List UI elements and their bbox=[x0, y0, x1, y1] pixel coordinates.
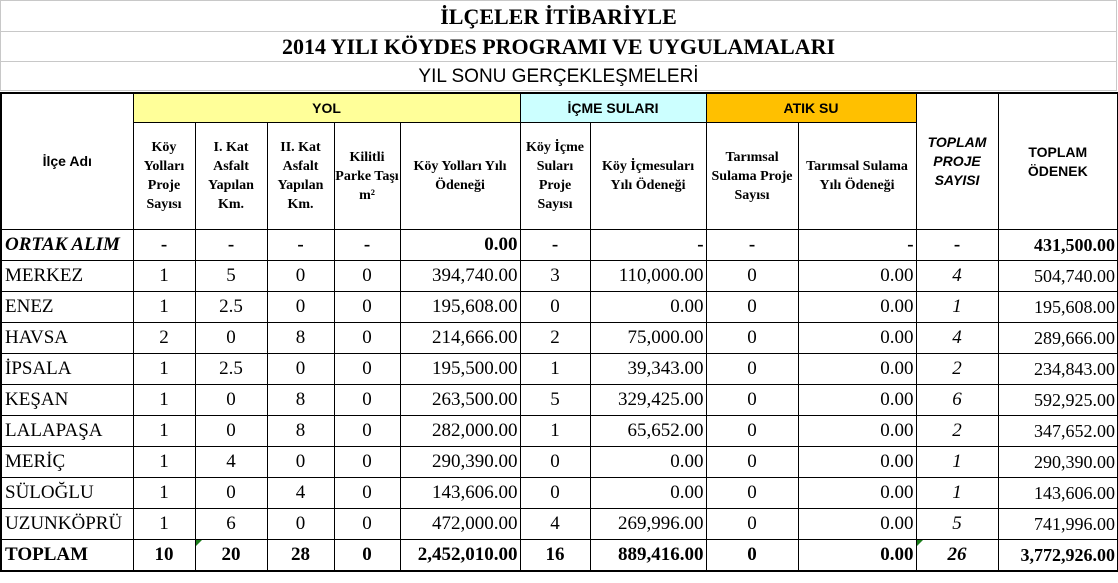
cell-icme-odenek: 75,000.00 bbox=[590, 323, 706, 354]
cell-yol-proje: 1 bbox=[133, 261, 195, 292]
cell-yol-odenek: 263,500.00 bbox=[400, 385, 520, 416]
cell-tar-odenek: 0.00 bbox=[798, 354, 916, 385]
cell-icme-proje: 1 bbox=[520, 354, 590, 385]
group-header-atik: ATIK SU bbox=[706, 93, 916, 123]
cell-yol-odenek: 0.00 bbox=[400, 230, 520, 261]
cell-kilitli: 0 bbox=[334, 540, 400, 572]
cell-name: MERKEZ bbox=[1, 261, 133, 292]
col-header-yol-odenek: Köy Yolları Yılı Ödeneği bbox=[400, 123, 520, 230]
cell-icme-odenek: 0.00 bbox=[590, 292, 706, 323]
cell-name: TOPLAM bbox=[1, 540, 133, 572]
cell-tar-proje: 0 bbox=[706, 385, 798, 416]
cell-kilitli: 0 bbox=[334, 478, 400, 509]
group-header-yol: YOL bbox=[133, 93, 520, 123]
group-header-icme: İÇME SULARI bbox=[520, 93, 706, 123]
cell-icme-odenek: 110,000.00 bbox=[590, 261, 706, 292]
cell-kat1: - bbox=[195, 230, 267, 261]
table-row-merkez bbox=[1, 261, 1118, 292]
cell-name: SÜLOĞLU bbox=[1, 478, 133, 509]
cell-icme-proje: 0 bbox=[520, 447, 590, 478]
col-header-toplam-odenek: TOPLAM ÖDENEK bbox=[998, 93, 1118, 230]
cell-name: MERİÇ bbox=[1, 447, 133, 478]
cell-kilitli: 0 bbox=[334, 354, 400, 385]
cell-kat1: 0 bbox=[195, 478, 267, 509]
cell-icme-proje: 16 bbox=[520, 540, 590, 572]
cell-kat1: 0 bbox=[195, 385, 267, 416]
cell-name: HAVSA bbox=[1, 323, 133, 354]
cell-kat1: 2.5 bbox=[195, 292, 267, 323]
cell-name: ENEZ bbox=[1, 292, 133, 323]
page-title: İLÇELER İTİBARİYLE bbox=[0, 0, 1117, 31]
table-row-ipsala bbox=[1, 354, 1118, 385]
cell-yol-odenek: 2,452,010.00 bbox=[400, 540, 520, 572]
cell-tar-odenek: 0.00 bbox=[798, 261, 916, 292]
col-header-tar-odenek: Tarımsal Sulama Yılı Ödeneği bbox=[798, 123, 916, 230]
cell-kat2: 0 bbox=[267, 354, 334, 385]
cell-kilitli: 0 bbox=[334, 416, 400, 447]
cell-toplam-odenek: 143,606.00 bbox=[998, 478, 1118, 509]
cell-kat2: 0 bbox=[267, 509, 334, 540]
table-row-ortak-alim bbox=[1, 230, 1118, 261]
cell-toplam-odenek: 234,843.00 bbox=[998, 354, 1118, 385]
cell-toplam-odenek: 592,925.00 bbox=[998, 385, 1118, 416]
cell-kilitli: - bbox=[334, 230, 400, 261]
cell-tar-proje: 0 bbox=[706, 447, 798, 478]
col-header-icme-proje: Köy İçme Suları Proje Sayısı bbox=[520, 123, 590, 230]
cell-tar-odenek: 0.00 bbox=[798, 478, 916, 509]
page-subtitle: 2014 YILI KÖYDES PROGRAMI VE UYGULAMALARI bbox=[0, 31, 1117, 61]
page-subtitle-2: YIL SONU GERÇEKLEŞMELERİ bbox=[0, 61, 1117, 91]
col-header-kat1: I. Kat Asfalt Yapılan Km. bbox=[195, 123, 267, 230]
cell-name: UZUNKÖPRÜ bbox=[1, 509, 133, 540]
cell-tar-proje: 0 bbox=[706, 292, 798, 323]
cell-tar-proje: 0 bbox=[706, 540, 798, 572]
table-row-suloglu bbox=[1, 478, 1118, 509]
cell-toplam-odenek: 741,996.00 bbox=[998, 509, 1118, 540]
cell-toplam-odenek: 3,772,926.00 bbox=[998, 540, 1118, 572]
cell-kat1: 5 bbox=[195, 261, 267, 292]
cell-yol-proje: 1 bbox=[133, 292, 195, 323]
cell-toplam-proje: - bbox=[916, 230, 998, 261]
col-header-ilce: İlçe Adı bbox=[1, 93, 133, 230]
cell-toplam-proje: 4 bbox=[916, 323, 998, 354]
cell-yol-proje: 1 bbox=[133, 385, 195, 416]
cell-name: İPSALA bbox=[1, 354, 133, 385]
cell-icme-proje: 5 bbox=[520, 385, 590, 416]
cell-toplam-odenek: 347,652.00 bbox=[998, 416, 1118, 447]
cell-tar-proje: 0 bbox=[706, 261, 798, 292]
cell-icme-odenek: 0.00 bbox=[590, 478, 706, 509]
cell-kat2: 4 bbox=[267, 478, 334, 509]
cell-kat2: 8 bbox=[267, 323, 334, 354]
col-header-icme-odenek: Köy İçmesuları Yılı Ödeneği bbox=[590, 123, 706, 230]
cell-kilitli: 0 bbox=[334, 261, 400, 292]
cell-toplam-odenek: 431,500.00 bbox=[998, 230, 1118, 261]
cell-yol-odenek: 195,500.00 bbox=[400, 354, 520, 385]
cell-yol-proje: - bbox=[133, 230, 195, 261]
cell-yol-odenek: 472,000.00 bbox=[400, 509, 520, 540]
cell-toplam-proje: 6 bbox=[916, 385, 998, 416]
cell-yol-proje: 10 bbox=[133, 540, 195, 572]
cell-yol-proje: 1 bbox=[133, 354, 195, 385]
cell-kat2: 28 bbox=[267, 540, 334, 572]
cell-yol-proje: 2 bbox=[133, 323, 195, 354]
cell-yol-odenek: 214,666.00 bbox=[400, 323, 520, 354]
col-header-kat2: II. Kat Asfalt Yapılan Km. bbox=[267, 123, 334, 230]
cell-icme-proje: 1 bbox=[520, 416, 590, 447]
cell-yol-odenek: 282,000.00 bbox=[400, 416, 520, 447]
cell-kat2: 0 bbox=[267, 292, 334, 323]
koydes-table bbox=[0, 92, 1118, 572]
cell-tar-proje: 0 bbox=[706, 354, 798, 385]
cell-icme-proje: - bbox=[520, 230, 590, 261]
cell-tar-proje: - bbox=[706, 230, 798, 261]
cell-kat2: 0 bbox=[267, 447, 334, 478]
cell-yol-odenek: 394,740.00 bbox=[400, 261, 520, 292]
cell-yol-odenek: 195,608.00 bbox=[400, 292, 520, 323]
cell-tar-proje: 0 bbox=[706, 323, 798, 354]
col-header-toplam-proje: TOPLAM PROJE SAYISI bbox=[916, 93, 998, 230]
cell-kat2: - bbox=[267, 230, 334, 261]
cell-tar-odenek: 0.00 bbox=[798, 416, 916, 447]
cell-name: KEŞAN bbox=[1, 385, 133, 416]
cell-toplam-proje: 1 bbox=[916, 478, 998, 509]
cell-kilitli: 0 bbox=[334, 323, 400, 354]
cell-kat2: 0 bbox=[267, 261, 334, 292]
cell-toplam-proje: 1 bbox=[916, 447, 998, 478]
cell-toplam-proje: 2 bbox=[916, 416, 998, 447]
cell-kat1: 2.5 bbox=[195, 354, 267, 385]
cell-tar-odenek: - bbox=[798, 230, 916, 261]
cell-kilitli: 0 bbox=[334, 385, 400, 416]
cell-kat1: 0 bbox=[195, 323, 267, 354]
cell-kat1: 4 bbox=[195, 447, 267, 478]
cell-toplam-proje: 4 bbox=[916, 261, 998, 292]
cell-icme-odenek: 65,652.00 bbox=[590, 416, 706, 447]
cell-yol-proje: 1 bbox=[133, 416, 195, 447]
cell-kilitli: 0 bbox=[334, 447, 400, 478]
cell-yol-proje: 1 bbox=[133, 478, 195, 509]
cell-toplam-odenek: 290,390.00 bbox=[998, 447, 1118, 478]
cell-yol-proje: 1 bbox=[133, 447, 195, 478]
cell-tar-odenek: 0.00 bbox=[798, 540, 916, 572]
cell-toplam-proje: 1 bbox=[916, 292, 998, 323]
table-row-toplam bbox=[1, 540, 1118, 572]
cell-kilitli: 0 bbox=[334, 292, 400, 323]
cell-tar-odenek: 0.00 bbox=[798, 447, 916, 478]
cell-name: ORTAK ALIM bbox=[1, 230, 133, 261]
cell-icme-proje: 0 bbox=[520, 478, 590, 509]
cell-icme-odenek: 329,425.00 bbox=[590, 385, 706, 416]
cell-tar-odenek: 0.00 bbox=[798, 292, 916, 323]
cell-icme-proje: 3 bbox=[520, 261, 590, 292]
cell-toplam-proje: 5 bbox=[916, 509, 998, 540]
cell-tar-proje: 0 bbox=[706, 478, 798, 509]
table-row-uzunkopru bbox=[1, 509, 1118, 540]
cell-tar-odenek: 0.00 bbox=[798, 385, 916, 416]
cell-name: LALAPAŞA bbox=[1, 416, 133, 447]
table-row-meric bbox=[1, 447, 1118, 478]
cell-toplam-proje: 2 bbox=[916, 354, 998, 385]
cell-icme-proje: 0 bbox=[520, 292, 590, 323]
cell-kat2: 8 bbox=[267, 416, 334, 447]
cell-tar-odenek: 0.00 bbox=[798, 323, 916, 354]
cell-icme-odenek: 39,343.00 bbox=[590, 354, 706, 385]
cell-icme-proje: 2 bbox=[520, 323, 590, 354]
cell-yol-odenek: 143,606.00 bbox=[400, 478, 520, 509]
cell-toplam-proje: 26 bbox=[916, 540, 998, 572]
cell-yol-odenek: 290,390.00 bbox=[400, 447, 520, 478]
cell-tar-proje: 0 bbox=[706, 509, 798, 540]
table-row-havsa bbox=[1, 323, 1118, 354]
col-header-kilitli: Kilitli Parke Taşı m² bbox=[334, 123, 400, 230]
cell-toplam-odenek: 504,740.00 bbox=[998, 261, 1118, 292]
col-header-yol-proje: Köy Yolları Proje Sayısı bbox=[133, 123, 195, 230]
cell-kat1: 20 bbox=[195, 540, 267, 572]
cell-icme-odenek: 269,996.00 bbox=[590, 509, 706, 540]
cell-kat1: 0 bbox=[195, 416, 267, 447]
cell-kat2: 8 bbox=[267, 385, 334, 416]
cell-icme-odenek: - bbox=[590, 230, 706, 261]
cell-icme-odenek: 889,416.00 bbox=[590, 540, 706, 572]
table-row-lalapasa bbox=[1, 416, 1118, 447]
cell-kilitli: 0 bbox=[334, 509, 400, 540]
col-header-tar-proje: Tarımsal Sulama Proje Sayısı bbox=[706, 123, 798, 230]
table-row-kesan bbox=[1, 385, 1118, 416]
cell-yol-proje: 1 bbox=[133, 509, 195, 540]
cell-toplam-odenek: 289,666.00 bbox=[998, 323, 1118, 354]
cell-toplam-odenek: 195,608.00 bbox=[998, 292, 1118, 323]
table-row-enez bbox=[1, 292, 1118, 323]
cell-icme-proje: 4 bbox=[520, 509, 590, 540]
cell-tar-odenek: 0.00 bbox=[798, 509, 916, 540]
cell-tar-proje: 0 bbox=[706, 416, 798, 447]
cell-icme-odenek: 0.00 bbox=[590, 447, 706, 478]
cell-kat1: 6 bbox=[195, 509, 267, 540]
